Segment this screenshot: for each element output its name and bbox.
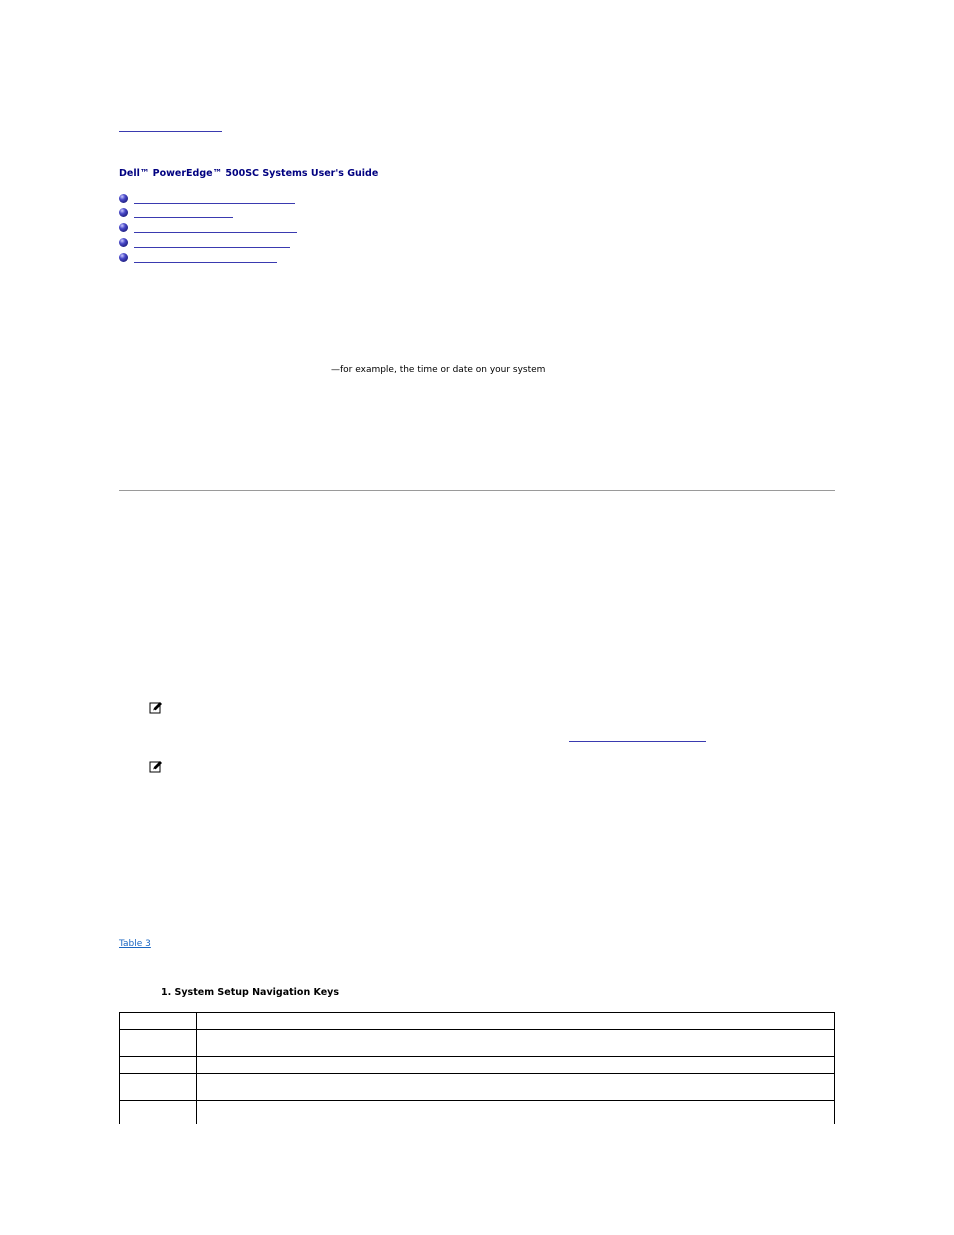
example-text: —for example, the time or date on your system [331, 365, 546, 375]
bullet-icon [119, 208, 128, 217]
table-cell-key [120, 1013, 197, 1030]
table-cell-action [197, 1074, 835, 1101]
table-cell-action [197, 1101, 835, 1125]
back-to-contents-link[interactable] [119, 131, 222, 132]
table-cell-key [120, 1057, 197, 1074]
toc-link-4[interactable] [134, 247, 290, 248]
bullet-icon [119, 253, 128, 262]
bullet-icon [119, 223, 128, 232]
table-cell-action [197, 1013, 835, 1030]
table-cell-action [197, 1030, 835, 1057]
bullet-icon [119, 238, 128, 247]
navigation-keys-table [119, 1012, 835, 1124]
table-cell-key [120, 1074, 197, 1101]
table-row [120, 1030, 835, 1057]
table-cell-action [197, 1057, 835, 1074]
cross-reference-link[interactable] [569, 741, 706, 742]
table-cell-key [120, 1101, 197, 1125]
note-pencil-icon [149, 701, 163, 715]
table-3-link[interactable]: Table 3 [119, 939, 151, 949]
bullet-icon [119, 194, 128, 203]
table-row [120, 1057, 835, 1074]
table-row [120, 1013, 835, 1030]
section-divider [119, 490, 835, 491]
table-cell-key [120, 1030, 197, 1057]
table-caption: 1. System Setup Navigation Keys [161, 987, 340, 998]
toc-link-3[interactable] [134, 232, 297, 233]
toc-link-5[interactable] [134, 262, 277, 263]
guide-title: Dell™ PowerEdge™ 500SC Systems User's Guide [119, 168, 379, 179]
toc-link-1[interactable] [134, 203, 295, 204]
table-row [120, 1074, 835, 1101]
toc-link-2[interactable] [134, 217, 233, 218]
note-pencil-icon [149, 760, 163, 774]
table-row [120, 1101, 835, 1125]
